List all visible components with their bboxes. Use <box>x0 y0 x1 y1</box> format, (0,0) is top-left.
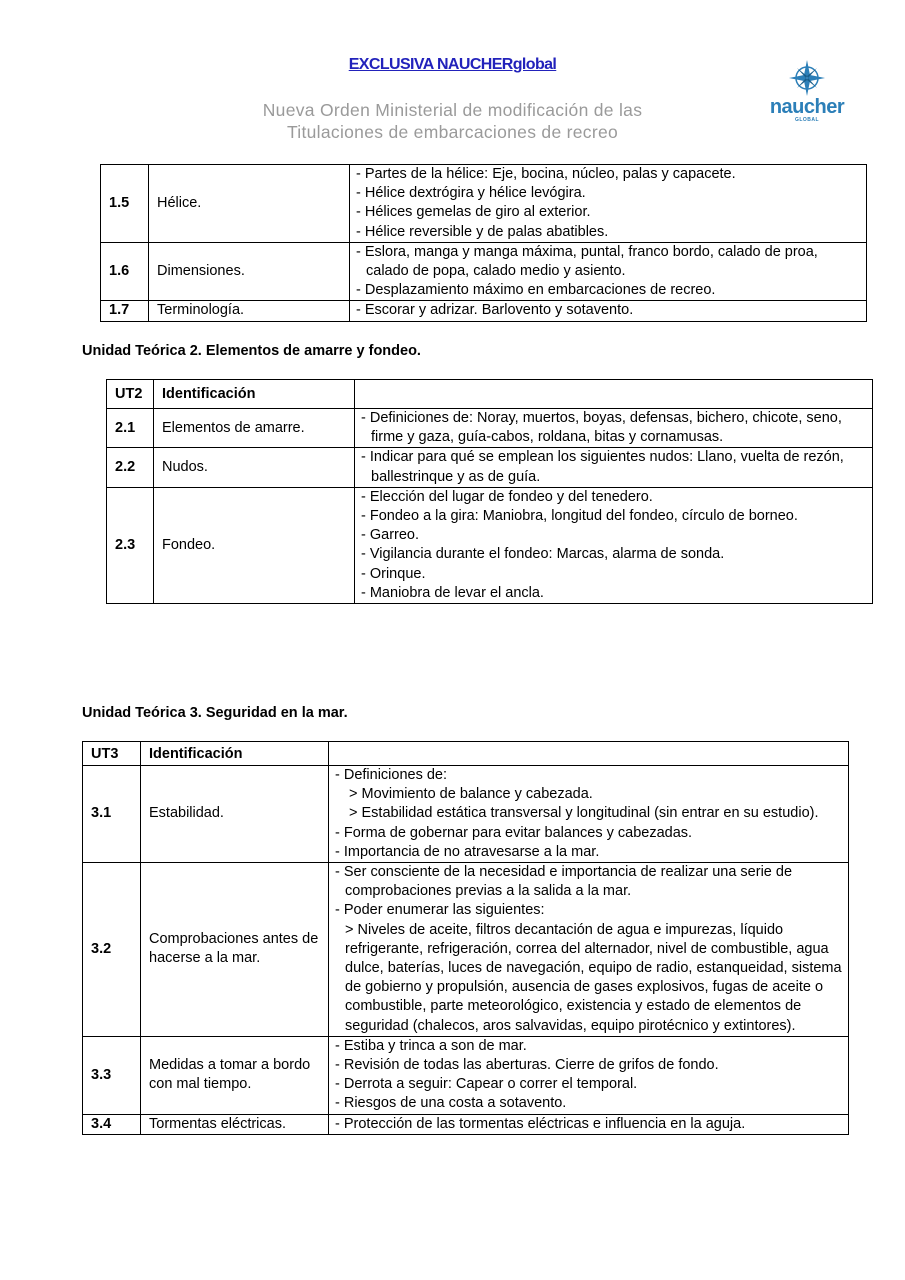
column-header-empty <box>329 742 849 766</box>
row-number: 1.6 <box>101 242 149 301</box>
content-item: - Partes de la hélice: Eje, bocina, núcleo, palas y capacete. <box>356 166 736 182</box>
logo-subtext: GLOBAL <box>794 117 820 123</box>
column-header-identificacion: Identificación <box>141 742 329 766</box>
table-row <box>101 165 867 243</box>
content-item: - Maniobra de levar el ancla. <box>361 584 544 601</box>
table-row <box>107 409 873 448</box>
content-item: - Derrota a seguir: Capear o correr el temporal. <box>335 1076 638 1093</box>
row-content <box>350 242 867 301</box>
content-item: - Fondeo a la gira: Maniobra, longitud del fondeo, círculo de borneo. <box>361 508 798 525</box>
row-label: Terminología. <box>149 301 350 321</box>
row-content <box>350 165 867 243</box>
content-item: - Forma de gobernar para evitar balances y cabezadas. <box>335 824 693 841</box>
unit2-table <box>106 379 873 604</box>
content-item: - Riesgos de una costa a sotavento. <box>335 1095 567 1112</box>
row-number: 2.3 <box>107 487 154 603</box>
table-row <box>83 1036 849 1114</box>
row-label: Comprobaciones antes de hacerse a la mar. <box>141 863 329 1037</box>
logo-wordmark: naucher <box>769 96 845 118</box>
row-content <box>350 301 867 321</box>
column-header-ut: UT2 <box>107 380 154 409</box>
table-row <box>107 448 873 487</box>
content-item: - Ser consciente de la necesidad e importancia de realizar una serie de comprobaciones previas a la salida a la mar. <box>335 864 793 900</box>
content-item: > Estabilidad estática transversal y longitudinal (sin entrar en su estudio). <box>349 805 819 822</box>
row-content <box>355 409 873 448</box>
row-content <box>329 863 849 1037</box>
unit3-table <box>82 741 849 1135</box>
content-item: > Niveles de aceite, filtros decantación de agua e impurezas, líquido refrigerante, refrigeración, correa del alternador, nivel de combustible, agua dulce, baterías, luces de navegación, equipo de radio, estanqueidad, sistema de gobierno y propulsión, ausencia de gases explosivos, fugas de aceite o combustible, parte meteorológico, existencia y estado de elementos de seguridad (chalecos, aros salvavidas, equipo pirotécnico y extintores). <box>345 921 842 1034</box>
row-label: Fondeo. <box>154 487 355 603</box>
content-item: - Vigilancia durante el fondeo: Marcas, alarma de sonda. <box>361 546 725 563</box>
naucher-logo <box>762 58 852 124</box>
table-row <box>83 1114 849 1134</box>
content-item: - Definiciones de: <box>335 767 448 783</box>
row-label: Estabilidad. <box>141 766 329 863</box>
content-item: - Definiciones de: Noray, muertos, boyas, defensas, bichero, chicote, seno, firme y gaza, guía-cabos, roldana, bitas y cornamusas. <box>361 410 842 446</box>
table-row <box>83 766 849 863</box>
content-item: > Movimiento de balance y cabezada. <box>349 786 593 803</box>
column-header-empty <box>355 380 873 409</box>
table-row <box>101 242 867 301</box>
content-item: - Garreo. <box>361 527 420 544</box>
row-number: 1.5 <box>101 165 149 243</box>
content-item: - Elección del lugar de fondeo y del tenedero. <box>361 488 653 505</box>
row-number: 3.3 <box>83 1036 141 1114</box>
content-item: - Importancia de no atravesarse a la mar. <box>335 843 600 860</box>
table-row <box>101 301 867 321</box>
row-content <box>329 1114 849 1134</box>
unit1-table-continued <box>100 164 867 322</box>
content-item: - Hélices gemelas de giro al exterior. <box>356 204 591 221</box>
row-label: Hélice. <box>149 165 350 243</box>
content-item: - Escorar y adrizar. Barlovento y sotavento. <box>356 302 634 319</box>
row-content <box>355 487 873 603</box>
column-header-identificacion: Identificación <box>154 380 355 409</box>
row-number: 2.2 <box>107 448 154 487</box>
row-number: 3.1 <box>83 766 141 863</box>
subtitle-line-2: Titulaciones de embarcaciones de recreo <box>286 122 619 142</box>
row-label: Tormentas eléctricas. <box>141 1114 329 1134</box>
content-item: - Estiba y trinca a son de mar. <box>335 1037 527 1054</box>
exclusiva-link[interactable]: EXCLUSIVA NAUCHERglobal <box>348 56 557 73</box>
row-number: 1.7 <box>101 301 149 321</box>
content-item: - Poder enumerar las siguientes: <box>335 902 545 919</box>
content-item: - Orinque. <box>361 565 426 582</box>
row-label: Elementos de amarre. <box>154 409 355 448</box>
row-content <box>329 766 849 863</box>
subtitle-line-1: Nueva Orden Ministerial de modificación de las <box>262 100 643 120</box>
unit3-heading: Unidad Teórica 3. Seguridad en la mar. <box>82 705 348 721</box>
content-item: - Hélice dextrógira y hélice levógira. <box>356 185 586 202</box>
row-content <box>355 448 873 487</box>
compass-rose-icon <box>762 58 852 98</box>
content-item: - Desplazamiento máximo en embarcaciones de recreo. <box>356 282 716 299</box>
content-item: - Revisión de todas las aberturas. Cierre de grifos de fondo. <box>335 1057 719 1074</box>
table-row <box>83 863 849 1037</box>
row-number: 3.4 <box>83 1114 141 1134</box>
content-item: - Eslora, manga y manga máxima, puntal, franco bordo, calado de proa, calado de popa, calado medio y asiento. <box>356 243 818 280</box>
row-label: Medidas a tomar a bordo con mal tiempo. <box>141 1036 329 1114</box>
unit2-heading: Unidad Teórica 2. Elementos de amarre y fondeo. <box>82 343 421 359</box>
row-label: Nudos. <box>154 448 355 487</box>
column-header-ut: UT3 <box>83 742 141 766</box>
content-item: - Protección de las tormentas eléctricas e influencia en la aguja. <box>335 1115 746 1132</box>
content-item: - Hélice reversible y de palas abatibles. <box>356 223 609 240</box>
content-item: - Indicar para qué se emplean los siguientes nudos: Llano, vuelta de rezón, ballestrinque y as de guía. <box>361 449 844 485</box>
row-label: Dimensiones. <box>149 242 350 301</box>
row-number: 3.2 <box>83 863 141 1037</box>
table-row <box>107 487 873 603</box>
row-content <box>329 1036 849 1114</box>
row-number: 2.1 <box>107 409 154 448</box>
